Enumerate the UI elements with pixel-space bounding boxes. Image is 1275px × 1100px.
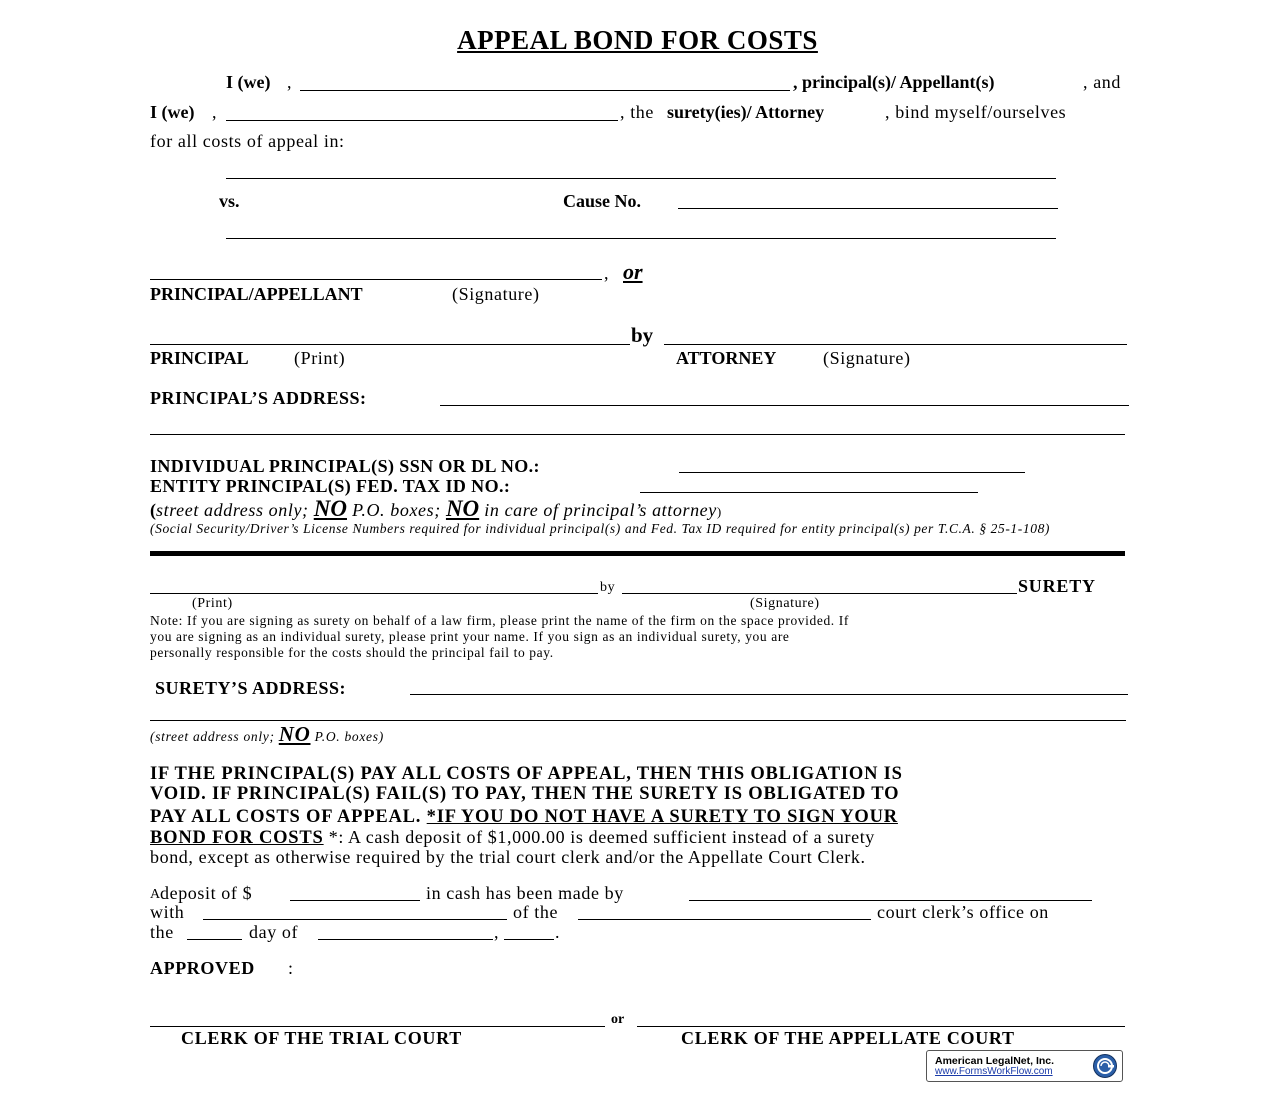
trial-clerk-signature-field[interactable] (150, 1026, 605, 1027)
ssn-label: INDIVIDUAL PRINCIPAL(S) SSN OR DL NO.: (150, 456, 540, 476)
deposit-amount-field[interactable] (290, 900, 420, 901)
appellate-clerk-label: CLERK OF THE APPELLATE COURT (681, 1028, 1015, 1048)
obligation-line-2: VOID. IF PRINCIPAL(S) FAIL(S) TO PAY, THEN THE SURETY IS OBLIGATED TO (150, 784, 900, 804)
surety-address-field-1[interactable] (410, 694, 1128, 695)
principal-prefix-comma: , (287, 72, 292, 92)
care-of-text: in care of principal’s attorney (479, 500, 717, 520)
no-emphasis: NO (445, 496, 480, 521)
principal-address-label: PRINCIPAL’S ADDRESS: (150, 388, 367, 408)
surety-address-field-2[interactable] (150, 720, 1126, 721)
principal-print-sub: (Print) (294, 348, 346, 368)
court-name-field[interactable] (578, 919, 871, 920)
principal-and: , and (1083, 72, 1121, 92)
attorney-sub: (Signature) (823, 348, 911, 368)
principal-sig-comma: , (604, 263, 609, 283)
surety-signature-sub: (Signature) (750, 596, 820, 611)
logo-url-link[interactable]: www.FormsWorkFlow.com (935, 1066, 1053, 1077)
trial-clerk-label: CLERK OF THE TRIAL COURT (181, 1028, 462, 1048)
day-of-label: day of (249, 922, 299, 942)
surety-prefix-comma: , (212, 102, 217, 122)
american-legalnet-logo (926, 1050, 1123, 1082)
surety-bind: , bind myself/ourselves (885, 102, 1067, 122)
the-label: the (150, 922, 174, 942)
principal-address-field-1[interactable] (440, 405, 1129, 406)
principal-appellant-label: PRINCIPAL/APPELLANT (150, 284, 363, 304)
surety-street-text: (street address only; (150, 729, 279, 744)
surety-prefix: I (we) (150, 102, 195, 122)
principal-print-label: PRINCIPAL (150, 348, 249, 368)
surety-note-line-2: you are signing as an individual surety, please print your name. If you sign as an individual surety, you are (150, 629, 790, 644)
po-boxes-text: P.O. boxes; (346, 500, 446, 520)
street-close-paren: ) (716, 504, 722, 519)
surety-note-line-3: personally responsible for the costs should the principal fail to pay. (150, 645, 554, 660)
year-field[interactable] (504, 939, 554, 940)
month-field[interactable] (318, 939, 493, 940)
office-on-label: court clerk’s office on (877, 902, 1049, 922)
deposit-a: A (150, 887, 161, 902)
attorney-label: ATTORNEY (676, 348, 777, 368)
approved-label: APPROVED (150, 958, 255, 978)
in-cash-label: in cash has been made by (426, 883, 624, 903)
surety-by-label: by (600, 580, 616, 595)
deposit-made-by-field[interactable] (689, 900, 1092, 901)
clerk-or-label: or (611, 1012, 625, 1027)
cause-no-label: Cause No. (563, 191, 642, 211)
surety-po-text: P.O. boxes) (310, 729, 384, 744)
obligation-line-3 (150, 807, 898, 828)
deposit-with-field[interactable] (203, 919, 507, 920)
day-field[interactable] (187, 939, 242, 940)
surety-mid: , the (620, 102, 654, 122)
surety-print-sub: (Print) (192, 596, 233, 611)
surety-name-field[interactable] (226, 120, 618, 121)
no-surety-warning: *IF YOU DO NOT HAVE A SURETY TO SIGN YOUR (426, 807, 898, 827)
street-open-paren: ( (150, 500, 156, 520)
surety-role: surety(ies)/ Attorney (667, 102, 825, 122)
date-period: . (555, 922, 560, 942)
obligation-line-4 (150, 827, 875, 849)
vs-label: vs. (219, 191, 240, 211)
street-only-text: street address only; (156, 500, 314, 520)
defendant-field[interactable] (226, 238, 1056, 239)
appellate-clerk-signature-field[interactable] (637, 1026, 1125, 1027)
logo-company-name: American LegalNet, Inc. (935, 1055, 1055, 1067)
obligation-line-3-text: PAY ALL COSTS OF APPEAL. (150, 807, 427, 827)
tax-id-label: ENTITY PRINCIPAL(S) FED. TAX ID NO.: (150, 476, 511, 496)
no-emphasis: NO (278, 722, 311, 746)
principal-signature-field[interactable] (150, 279, 602, 280)
surety-address-label: SURETY’S ADDRESS: (155, 678, 347, 698)
no-emphasis: NO (313, 496, 347, 521)
principal-appellant-sub: (Signature) (452, 284, 540, 304)
street-address-note (150, 496, 721, 522)
surety-street-note (150, 722, 384, 747)
bond-for-costs-label: BOND FOR COSTS (150, 828, 324, 848)
principal-prefix: I (we) (226, 72, 271, 92)
plaintiff-field[interactable] (226, 178, 1056, 179)
cause-no-field[interactable] (678, 208, 1058, 209)
attorney-signature-field[interactable] (664, 344, 1127, 345)
deposit-of-label: deposit of $ (160, 883, 253, 903)
surety-print-field[interactable] (150, 593, 598, 594)
approved-colon: : (288, 958, 294, 978)
section-divider (150, 551, 1125, 556)
cash-deposit-text: *: A cash deposit of $1,000.00 is deemed sufficient instead of a surety (323, 827, 875, 847)
date-comma: , (494, 922, 499, 942)
or-label: or (623, 259, 643, 284)
surety-label: SURETY (1018, 576, 1096, 596)
surety-signature-field[interactable] (622, 593, 1017, 594)
principal-print-field[interactable] (150, 344, 630, 345)
principal-role: , principal(s)/ Appellant(s) (793, 72, 995, 92)
tax-id-field[interactable] (640, 492, 978, 493)
with-label: with (150, 902, 185, 922)
of-the-label: of the (513, 902, 559, 922)
obligation-line-5: bond, except as otherwise required by the trial court clerk and/or the Appellate Court Clerk. (150, 847, 866, 867)
costs-line: for all costs of appeal in: (150, 131, 345, 151)
globe-icon (1092, 1053, 1118, 1079)
ssn-field[interactable] (679, 472, 1025, 473)
principal-address-field-2[interactable] (150, 434, 1125, 435)
obligation-line-1: IF THE PRINCIPAL(S) PAY ALL COSTS OF APPEAL, THEN THIS OBLIGATION IS (150, 764, 903, 784)
form-title: APPEAL BOND FOR COSTS (457, 25, 818, 55)
surety-note-line-1: Note: If you are signing as surety on behalf of a law firm, please print the name of the firm on the space provided. If (150, 613, 849, 628)
by-label: by (631, 323, 654, 347)
principal-name-field[interactable] (300, 90, 790, 91)
ssn-requirement-note: (Social Security/Driver’s License Numbers required for individual principal(s) and Fed. Tax ID required for entity principal(s) per T.C.A. § 25-1-108) (150, 521, 1051, 536)
